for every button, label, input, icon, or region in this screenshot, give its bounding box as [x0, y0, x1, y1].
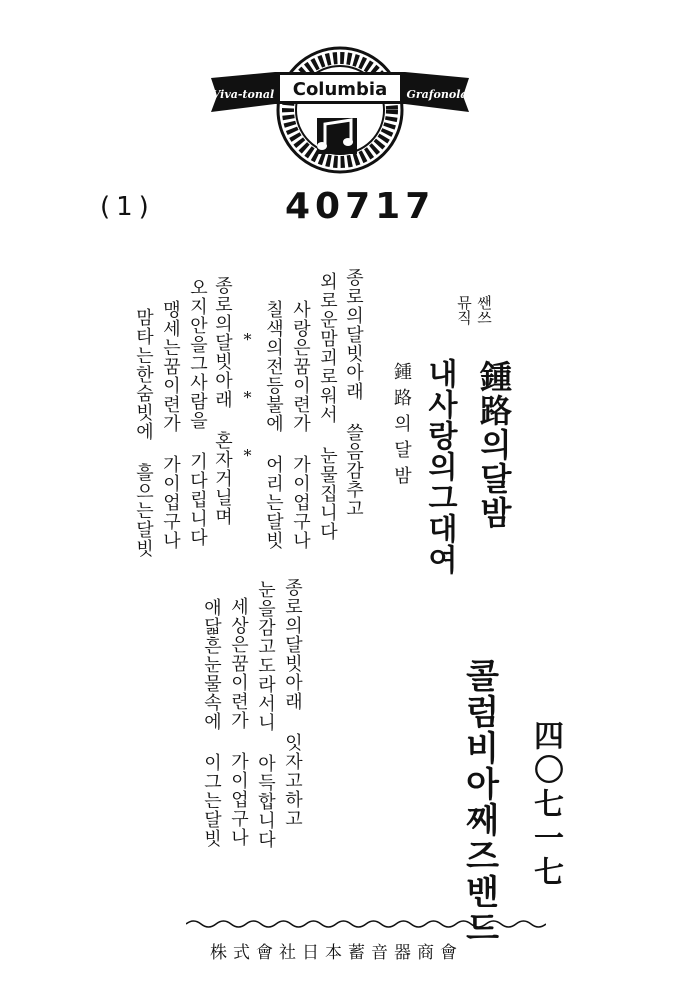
columbia-logo — [205, 38, 475, 178]
lyric-line: 맘타는한숨빗에 흘으는달빗 — [133, 308, 154, 558]
lyric-line: 맹세는꿈이련가 가이업구나 — [160, 300, 181, 550]
columbia-logo-graphic — [205, 38, 475, 178]
lyric-line: 애닯흔눈물속에 이그는달빗 — [201, 598, 222, 848]
band-name: 콜럼비아째즈밴드 — [459, 658, 499, 946]
lyric-line: 오지안을그사람을 기다립니다 — [187, 278, 208, 547]
lyric-line: 세상은꿈이련가 가이업구나 — [228, 597, 249, 847]
lyric-line: 종로의달빗아래 쓸음감추고 — [343, 268, 364, 518]
verse-separator: * * * — [238, 330, 257, 475]
wavy-divider — [186, 918, 546, 930]
genre-label-top: 뮤직 — [455, 295, 473, 325]
lyric-line: 눈을감고도라서니 아득합니다 — [255, 580, 276, 849]
song-title: 鍾路의달밤 — [475, 360, 513, 530]
logo-right-text: Grafonola — [406, 88, 468, 101]
lyric-line: 칠색의전등불에 어리는달빗 — [263, 300, 284, 550]
lyric-line: 종로의달빗아래 혼자거닐며 — [212, 276, 233, 526]
song-subtitle: 내사랑의그대여 — [422, 358, 457, 575]
lyric-line: 외로운맘괴로워서 눈물집니다 — [317, 272, 338, 541]
kanji-record-number: 四〇七一七 — [528, 720, 563, 890]
catalog-number: (1) — [100, 192, 155, 222]
lyric-line: 종로의달빗아래 잇자고하고 — [282, 578, 303, 828]
music-note-icon — [317, 118, 357, 154]
logo-brand: Columbia — [292, 79, 388, 100]
logo-left-text: Viva-tonal — [211, 88, 275, 101]
lyric-heading: 鍾路의달밤 — [391, 362, 412, 492]
genre-label-bottom: 쌘쓰 — [475, 295, 493, 325]
publisher-footer: 株式會社日本蓄音器商會 — [210, 943, 463, 963]
record-number: 40717 — [285, 186, 436, 227]
lyric-line: 사랑은꿈이련가 가이업구나 — [290, 300, 311, 550]
